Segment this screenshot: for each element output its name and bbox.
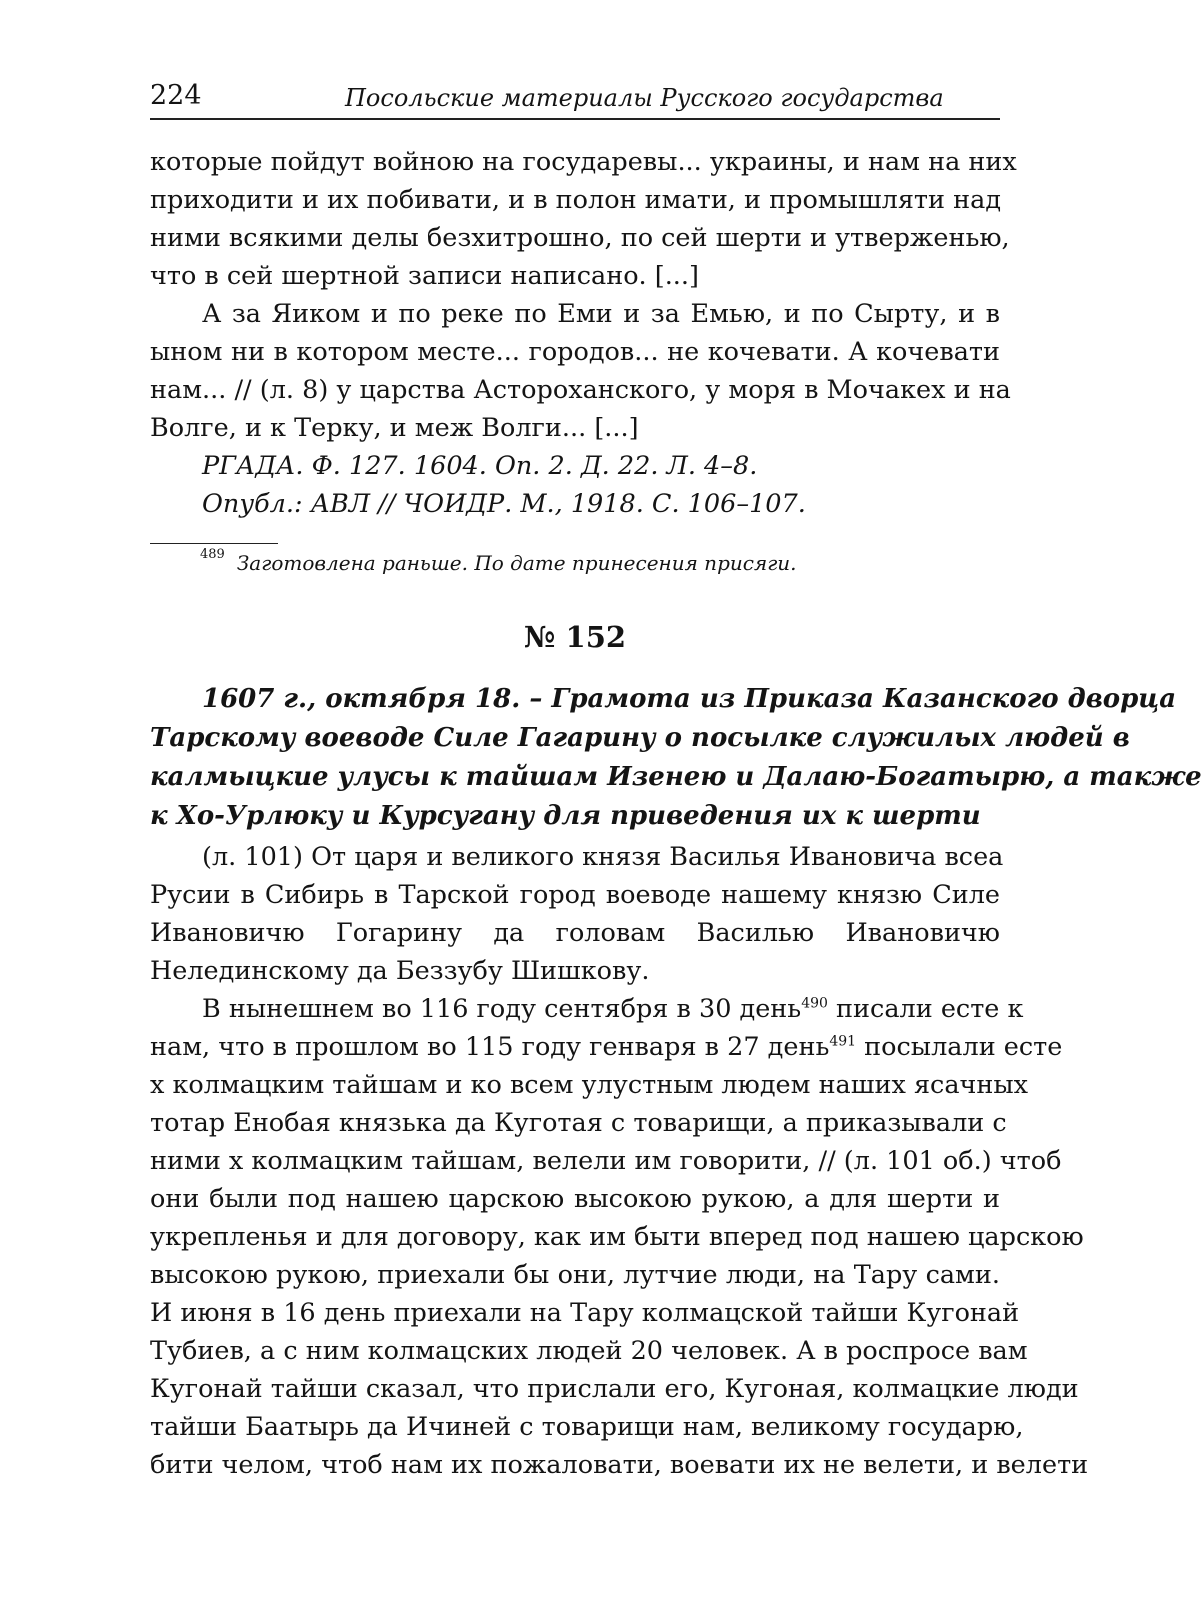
text-line: бити челом, чтоб нам их пожаловати, воевати их не велети, и велети (150, 1450, 1089, 1480)
text-line: Ивановичю Гогарину да головам Василью Ивановичю (150, 918, 1000, 948)
heading-line: Тарскому воеводе Силе Гагарину о посылке служилых людей в (150, 723, 1130, 753)
text-line: тайши Баатырь да Ичиней с товарищи нам, великому государю, (150, 1412, 1024, 1442)
text-line: они были под нашею царскою высокою рукою, а для шерти и (150, 1184, 1000, 1214)
text-line: Кугонай тайши сказал, что прислали его, Кугоная, колмацкие люди (150, 1374, 1079, 1404)
text-line: ними всякими делы безхитрошно, по сей шерти и утверженью, (150, 223, 1010, 253)
text-line: (л. 101) От царя и великого князя Василья Ивановича всеа (202, 842, 1004, 872)
heading-line: к Хо-Урлюку и Курсугану для приведения их к шерти (150, 801, 981, 831)
text-line: нам... // (л. 8) у царства Астороханского, у моря в Мочакех и на (150, 375, 1011, 405)
document-body (150, 838, 1089, 1484)
text-line: приходити и их побивати, и в полон имати, и промышляти над (150, 185, 1002, 215)
footnote-text: Заготовлена раньше. По дате принесения присяги. (236, 551, 797, 575)
text-line: Тубиев, а с ним колмацских людей 20 человек. А в роспросе вам (150, 1336, 1028, 1366)
document-number: № 152 (523, 620, 627, 654)
text-line: х колмацким тайшам и ко всем улустным людем наших ясачных (150, 1070, 1029, 1100)
footnote-separator (150, 543, 278, 544)
footnote-ref-491: 491 (829, 1033, 857, 1050)
text-segment: посылали есте (856, 1032, 1063, 1062)
footnote-489 (200, 547, 797, 575)
text-line: что в сей шертной записи написано. [...] (150, 261, 699, 291)
archive-reference: РГАДА. Ф. 127. 1604. Оп. 2. Д. 22. Л. 4–8. (202, 451, 758, 481)
text-line (150, 990, 1024, 1028)
running-header (150, 78, 1000, 120)
publication-reference: Опубл.: АВЛ // ЧОИДР. М., 1918. С. 106–107. (202, 489, 806, 519)
text-segment: В нынешнем во 116 году сентября в 30 день (202, 994, 802, 1024)
text-line (150, 1028, 1063, 1066)
continuation-paragraph (150, 143, 1017, 523)
text-line: Волге, и к Терку, и меж Волги... [...] (150, 413, 639, 443)
text-line: Нелединскому да Беззубу Шишкову. (150, 956, 650, 986)
footnote-number: 489 (200, 547, 225, 562)
footnote-ref-490: 490 (801, 995, 828, 1012)
document-heading (150, 680, 1202, 836)
text-line: ыном ни в котором месте... городов... не кочевати. А кочевати (150, 337, 1000, 367)
running-title: Посольские материалы Русского государства (345, 84, 944, 112)
heading-line: калмыцкие улусы к тайшам Изенею и Далаю-Богатырю, а также (150, 762, 1202, 792)
text-line: укрепленья и для договору, как им быти вперед под нашею царскою (150, 1222, 1084, 1252)
text-segment: нам, что в прошлом во 115 году генваря в 27 день (150, 1032, 830, 1062)
text-line: которые пойдут войною на государевы... украины, и нам на них (150, 147, 1017, 177)
heading-line: 1607 г., октября 18. – Грамота из Приказа Казанского дворца (202, 684, 1177, 714)
text-line: И июня в 16 день приехали на Тару колмацской тайши Кугонай (150, 1298, 1020, 1328)
text-line: тотар Енобая князька да Куготая с товарищи, а приказывали с (150, 1108, 1007, 1138)
page-number: 224 (150, 80, 202, 111)
text-line: А за Яиком и по реке по Еми и за Емью, и по Сырту, и в (202, 299, 1000, 329)
text-line: Русии в Сибирь в Тарской город воеводе нашему князю Силе (150, 880, 1000, 910)
text-line: высокою рукою, приехали бы они, лутчие люди, на Тару сами. (150, 1260, 1000, 1290)
text-line: ними х колмацким тайшам, велели им говорити, // (л. 101 об.) чтоб (150, 1146, 1062, 1176)
text-segment: писали есте к (827, 994, 1024, 1024)
